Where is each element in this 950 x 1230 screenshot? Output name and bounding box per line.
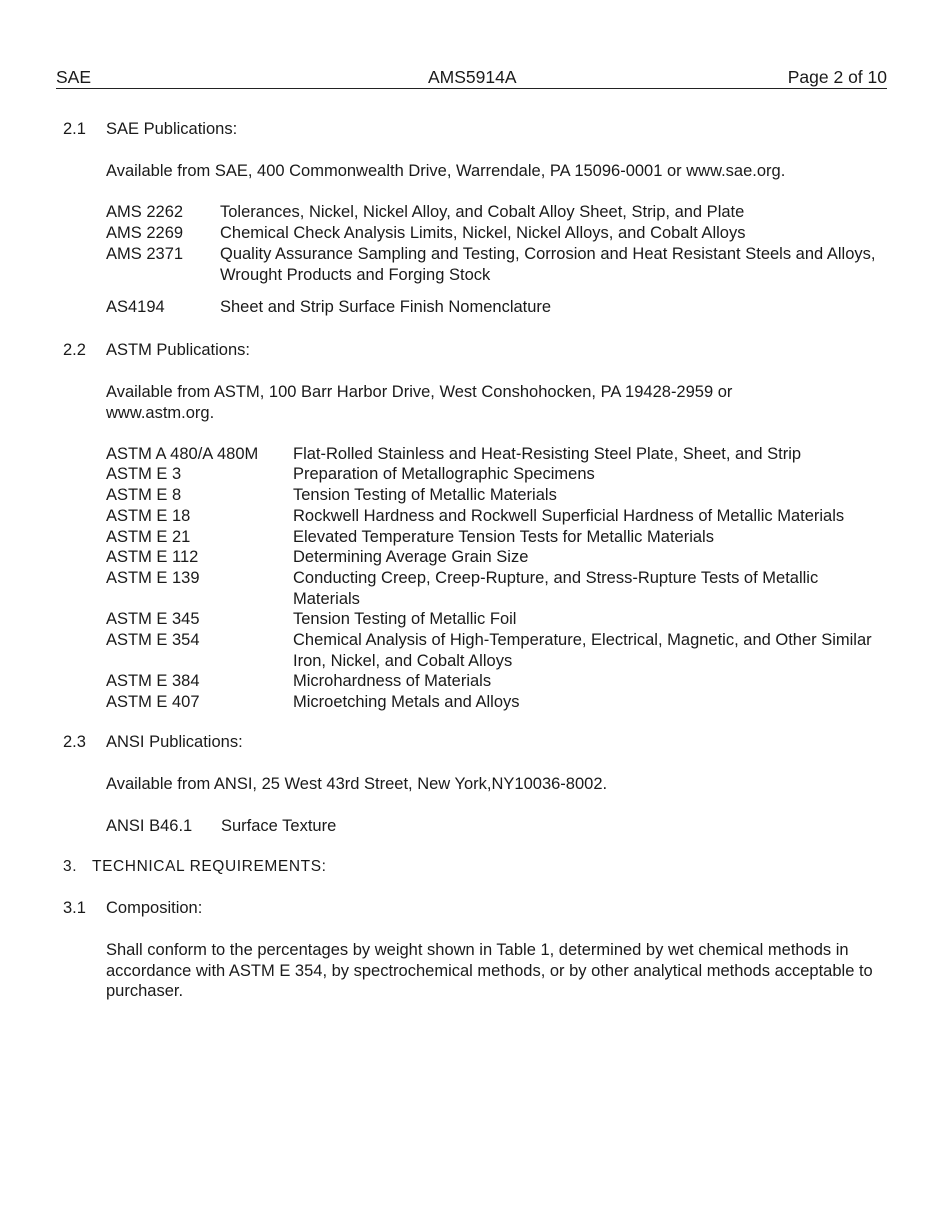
section-title: Composition:: [106, 899, 203, 917]
reference-title: Chemical Check Analysis Limits, Nickel, Nickel Alloys, and Cobalt Alloys: [220, 224, 746, 242]
header-org: SAE: [56, 67, 92, 87]
availability-text: Available from ASTM, 100 Barr Harbor Drive, West Conshohocken, PA 19428-2959 or www.astm.org.: [106, 383, 733, 422]
section-number: 3.1: [63, 899, 86, 917]
reference-code: ASTM E 354: [106, 631, 200, 649]
section-title: SAE Publications:: [106, 120, 238, 138]
reference-title: Rockwell Hardness and Rockwell Superficial Hardness of Metallic Materials: [293, 507, 845, 525]
reference-code: AMS 2371: [106, 245, 184, 263]
reference-title: Flat-Rolled Stainless and Heat-Resisting Steel Plate, Sheet, and Strip: [293, 445, 802, 463]
reference-title: Quality Assurance Sampling and Testing, Corrosion and Heat Resistant Steels and Alloys, Wrought Products and Forging Stock: [220, 245, 876, 284]
section-number: 2.1: [63, 120, 86, 138]
reference-title: Microetching Metals and Alloys: [293, 693, 520, 711]
reference-code: ASTM E 8: [106, 486, 182, 504]
reference-code: ASTM E 139: [106, 569, 200, 587]
reference-title: Tension Testing of Metallic Materials: [293, 486, 557, 504]
composition-paragraph: Shall conform to the percentages by weight shown in Table 1, determined by wet chemical methods in accordance with ASTM E 354, by spectrochemical methods, or by other analytical methods acceptable to purchaser.: [106, 941, 873, 1000]
page-header: [56, 67, 887, 89]
availability-text: Available from SAE, 400 Commonwealth Drive, Warrendale, PA 15096-0001 or www.sae.org.: [106, 162, 786, 180]
reference-title: Chemical Analysis of High-Temperature, Electrical, Magnetic, and Other Similar Iron, Nickel, and Cobalt Alloys: [293, 631, 872, 670]
reference-title: Tolerances, Nickel, Nickel Alloy, and Cobalt Alloy Sheet, Strip, and Plate: [220, 203, 745, 221]
section-number: 3.: [63, 858, 78, 875]
reference-code: ASTM A 480/A 480M: [106, 445, 259, 463]
availability-text: Available from ANSI, 25 West 43rd Street, New York,NY10036-8002.: [106, 775, 608, 793]
reference-code: ASTM E 18: [106, 507, 191, 525]
reference-code: ASTM E 384: [106, 672, 200, 690]
reference-code: AMS 2269: [106, 224, 184, 242]
reference-code: ASTM E 407: [106, 693, 200, 711]
reference-code: ASTM E 112: [106, 548, 199, 566]
reference-code: AS4194: [106, 298, 165, 316]
reference-title: Surface Texture: [221, 817, 337, 835]
reference-title: Elevated Temperature Tension Tests for Metallic Materials: [293, 528, 714, 546]
section-number: 2.2: [63, 341, 86, 359]
reference-code: ASTM E 3: [106, 465, 182, 483]
section-title: ASTM Publications:: [106, 341, 250, 359]
section-number: 2.3: [63, 733, 86, 751]
header-doc-number: AMS5914A: [428, 67, 517, 87]
reference-title: Determining Average Grain Size: [293, 548, 529, 566]
reference-code: ASTM E 21: [106, 528, 191, 546]
section-title: TECHNICAL REQUIREMENTS:: [92, 858, 327, 875]
reference-code: ASTM E 345: [106, 610, 200, 628]
reference-code: ANSI B46.1: [106, 817, 193, 835]
header-page-number: Page 2 of 10: [787, 67, 887, 87]
reference-code: AMS 2262: [106, 203, 184, 221]
reference-title: Preparation of Metallographic Specimens: [293, 465, 595, 483]
section-title: ANSI Publications:: [106, 733, 243, 751]
reference-title: Conducting Creep, Creep-Rupture, and Stress-Rupture Tests of Metallic Materials: [293, 569, 819, 608]
reference-title: Sheet and Strip Surface Finish Nomenclature: [220, 298, 552, 316]
reference-title: Microhardness of Materials: [293, 672, 492, 690]
reference-title: Tension Testing of Metallic Foil: [293, 610, 517, 628]
